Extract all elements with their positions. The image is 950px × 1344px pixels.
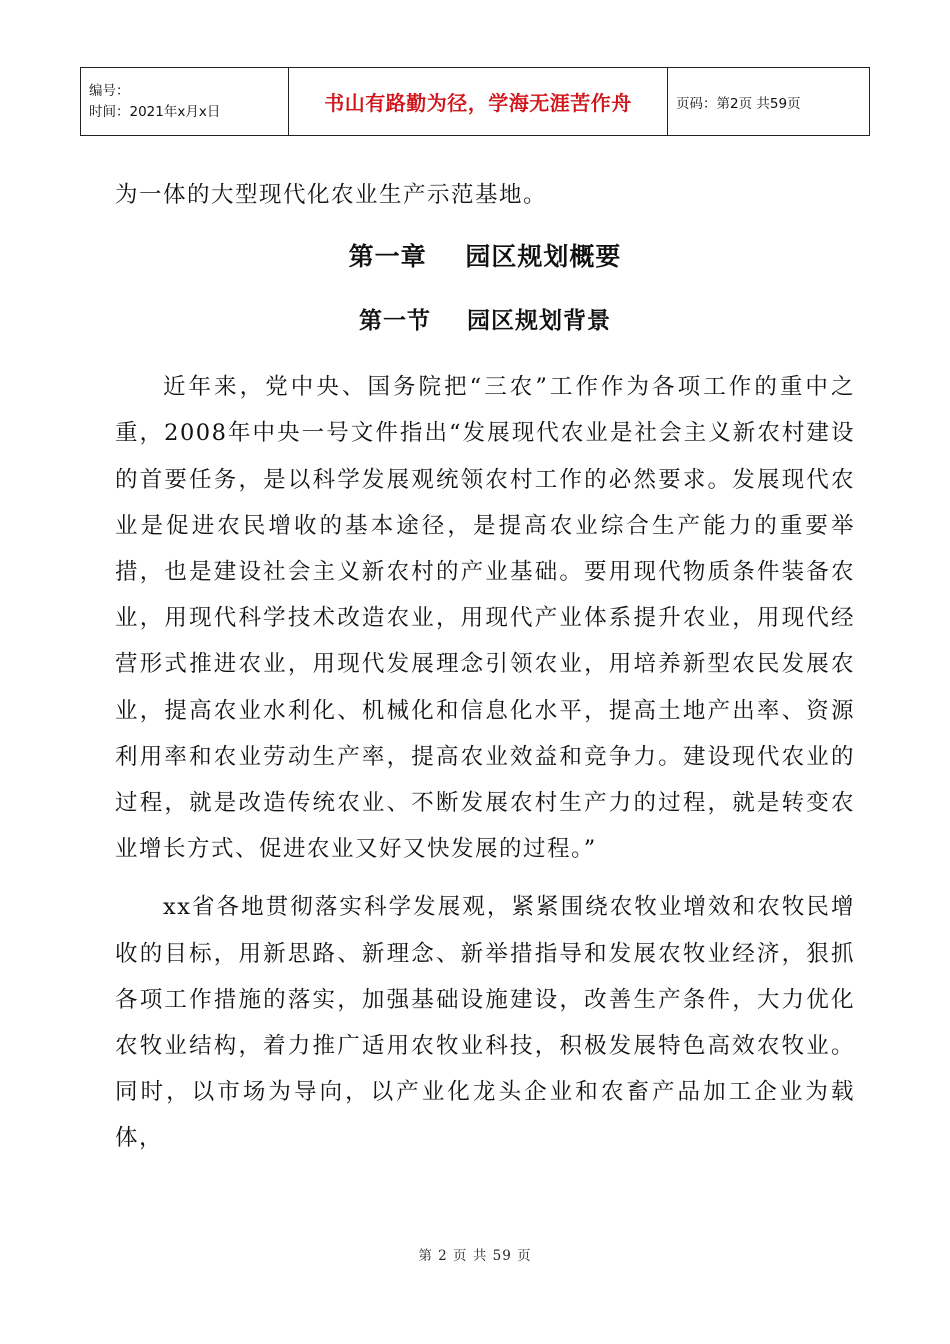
document-time-label: 时间：2021年x月x日 — [89, 103, 221, 120]
header-page-info: 页码：第2页 共59页 — [668, 68, 870, 136]
header-motto-cell — [289, 68, 668, 136]
continued-line: 为一体的大型现代化农业生产示范基地。 — [115, 182, 548, 208]
section-title: 第一节 园区规划背景 — [358, 308, 612, 335]
body-paragraph-1: 近年来，党中央、国务院把“三农”工作作为各项工作的重中之重，2008年中央一号文件指出“发展现代农业是社会主义新农村建设的首要任务，是以科学发展观统领农村工作的必然要求。发展现代农业是促进农民增收的基本途径，是提高农业综合生产能力的重要举措，也是建设社会主义新农村的产业基础。要用现代物质条件装备农业，用现代科学技术改造农业，用现代产业体系提升农业，用现代经营形式推进农业，用现代发展理念引领农业，用培养新型农民发展农业，提高农业水利化、机械化和信息化水平，提高土地产出率、资源利用率和农业劳动生产率，提高农业效益和竞争力。建设现代农业的过程，就是改造传统农业、不断发展农村生产力的过程，就是转变农业增长方式、促进农业又好又快发展的过程。” — [115, 374, 855, 863]
chapter-title: 第一章 园区规划概要 — [348, 242, 622, 272]
document-header-table — [80, 67, 870, 136]
body-paragraph-2: xx省各地贯彻落实科学发展观，紧紧围绕农牧业增效和农牧民增收的目标，用新思路、新理念、新举措指导和发展农牧业经济，狠抓各项工作措施的落实，加强基础设施建设，改善生产条件，大力优化农牧业结构，着力推广适用农牧业科技，积极发展特色高效农牧业。同时，以市场为导向，以产业化龙头企业和农畜产品加工企业为载体， — [115, 894, 855, 1152]
header-motto: 书山有路勤为径，学海无涯苦作舟 — [324, 91, 632, 115]
document-body — [115, 172, 855, 1162]
header-meta-cell — [81, 68, 289, 136]
page-footer: 第 2 页 共 59 页 — [418, 1248, 532, 1264]
document-number-label: 编号： — [89, 82, 130, 99]
